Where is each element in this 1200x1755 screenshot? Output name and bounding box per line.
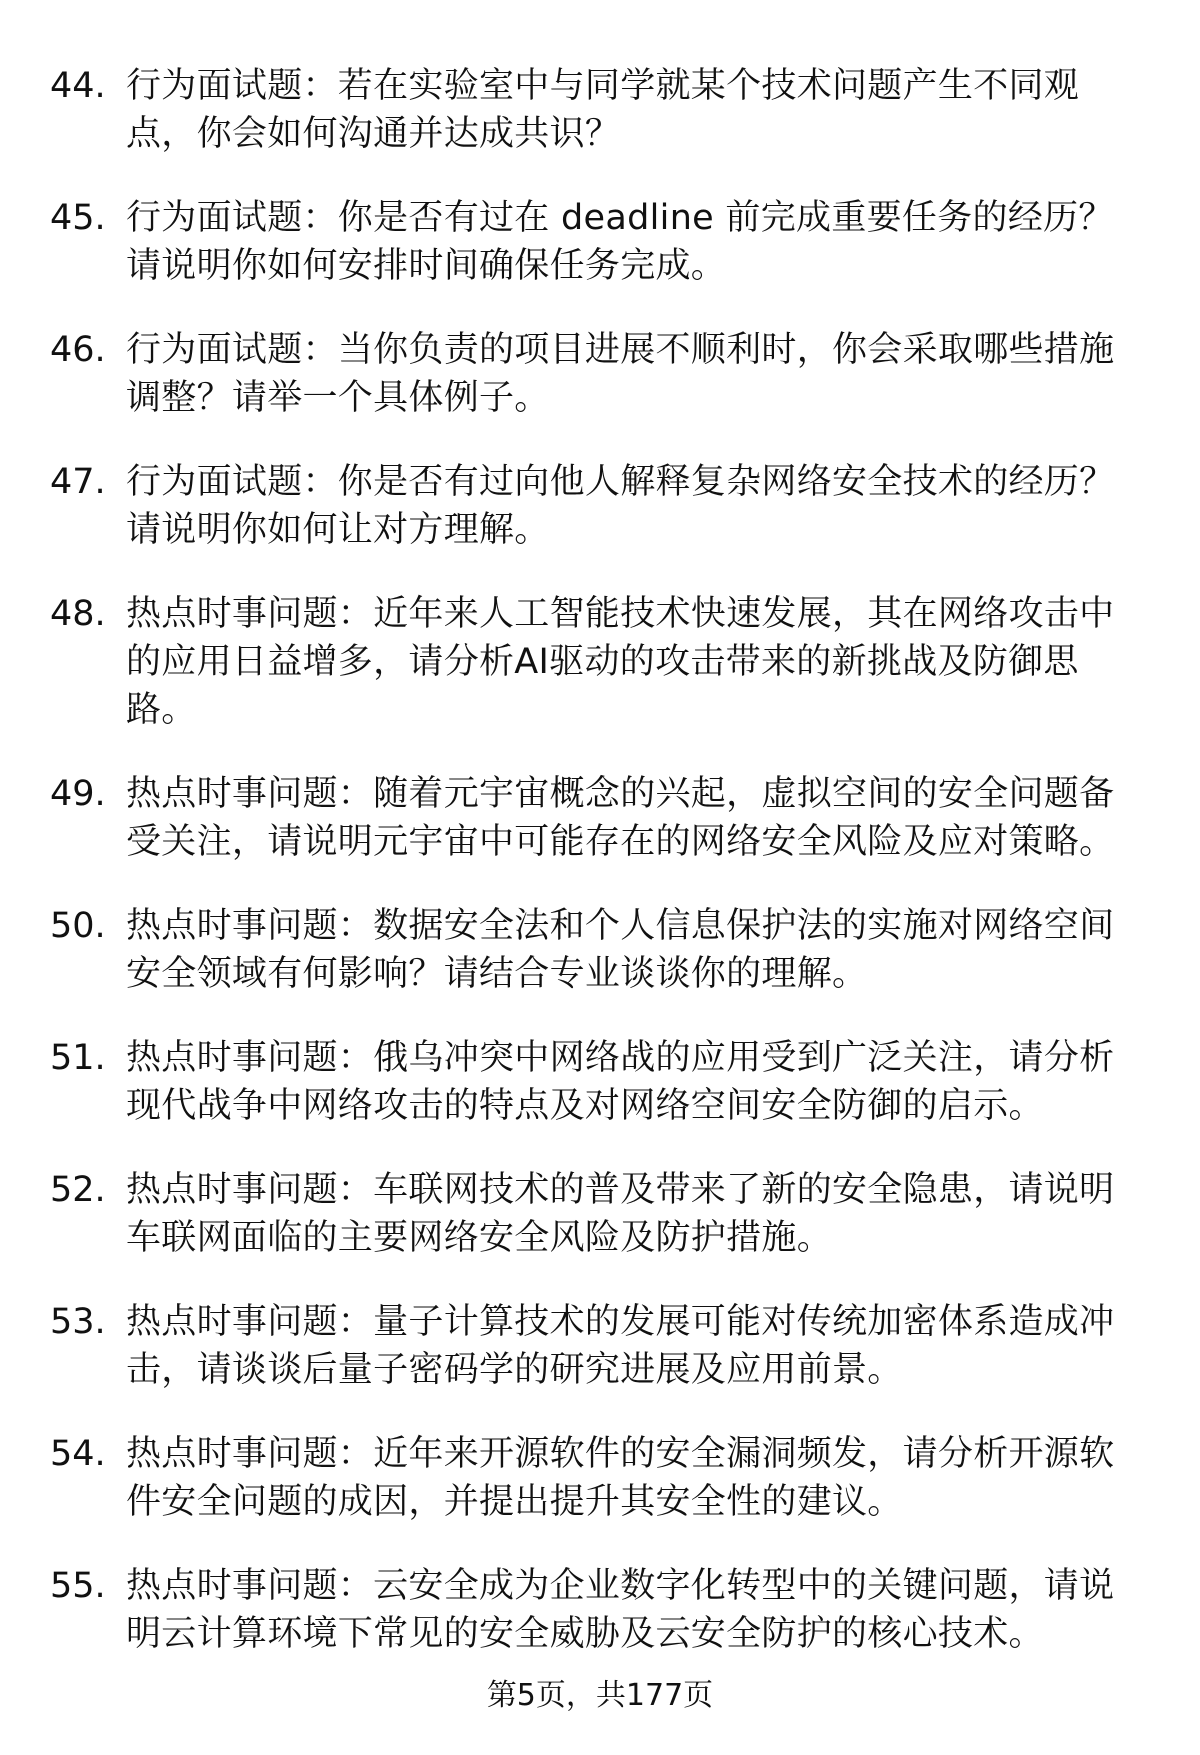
question-text: 热点时事问题：云安全成为企业数字化转型中的关键问题，请说明云计算环境下常见的安全威胁及云安全防护的核心技术。: [126, 1566, 1115, 1654]
question-number: 51.: [50, 1038, 106, 1078]
question-item-52: [50, 1166, 1140, 1262]
question-item-53: [50, 1298, 1140, 1394]
question-item-51: [50, 1034, 1140, 1130]
question-text: 热点时事问题：近年来开源软件的安全漏洞频发，请分析开源软件安全问题的成因，并提出提升其安全性的建议。: [126, 1434, 1115, 1522]
question-item-49: [50, 770, 1140, 866]
question-number: 55.: [50, 1566, 106, 1606]
question-item-50: [50, 902, 1140, 998]
page-footer: 第5页，共177页: [486, 1678, 714, 1713]
question-item-54: [50, 1430, 1140, 1526]
question-number: 53.: [50, 1302, 106, 1342]
question-number: 44.: [50, 66, 106, 106]
question-number: 50.: [50, 906, 106, 946]
question-number: 54.: [50, 1434, 106, 1474]
question-text: 行为面试题：若在实验室中与同学就某个技术问题产生不同观点，你会如何沟通并达成共识？: [126, 66, 1080, 154]
question-text: 热点时事问题：量子计算技术的发展可能对传统加密体系造成冲击，请谈谈后量子密码学的研究进展及应用前景。: [126, 1302, 1115, 1390]
question-number: 45.: [50, 198, 106, 238]
question-item-55: [50, 1562, 1140, 1658]
question-text: 行为面试题：你是否有过在 deadline 前完成重要任务的经历？请说明你如何安排时间确保任务完成。: [126, 198, 1114, 286]
question-text: 热点时事问题：随着元宇宙概念的兴起，虚拟空间的安全问题备受关注，请说明元宇宙中可能存在的网络安全风险及应对策略。: [126, 774, 1115, 862]
question-item-44: [50, 62, 1140, 158]
question-number: 48.: [50, 594, 106, 634]
question-text: 行为面试题：你是否有过向他人解释复杂网络安全技术的经历？请说明你如何让对方理解。: [126, 462, 1115, 550]
question-text: 热点时事问题：数据安全法和个人信息保护法的实施对网络空间安全领域有何影响？请结合专业谈谈你的理解。: [126, 906, 1115, 994]
question-text: 行为面试题：当你负责的项目进展不顺利时，你会采取哪些措施调整？请举一个具体例子。: [126, 330, 1115, 418]
question-text: 热点时事问题：俄乌冲突中网络战的应用受到广泛关注，请分析现代战争中网络攻击的特点及对网络空间安全防御的启示。: [126, 1038, 1115, 1126]
question-number: 49.: [50, 774, 106, 814]
question-item-47: [50, 458, 1140, 554]
question-text: 热点时事问题：近年来人工智能技术快速发展，其在网络攻击中的应用日益增多，请分析AI驱动的攻击带来的新挑战及防御思路。: [126, 594, 1115, 730]
question-item-48: [50, 590, 1140, 734]
question-item-46: [50, 326, 1140, 422]
question-number: 46.: [50, 330, 106, 370]
question-item-45: [50, 194, 1140, 290]
question-list: [50, 62, 1140, 1658]
question-number: 52.: [50, 1170, 106, 1210]
question-number: 47.: [50, 462, 106, 502]
question-text: 热点时事问题：车联网技术的普及带来了新的安全隐患，请说明车联网面临的主要网络安全风险及防护措施。: [126, 1170, 1115, 1258]
